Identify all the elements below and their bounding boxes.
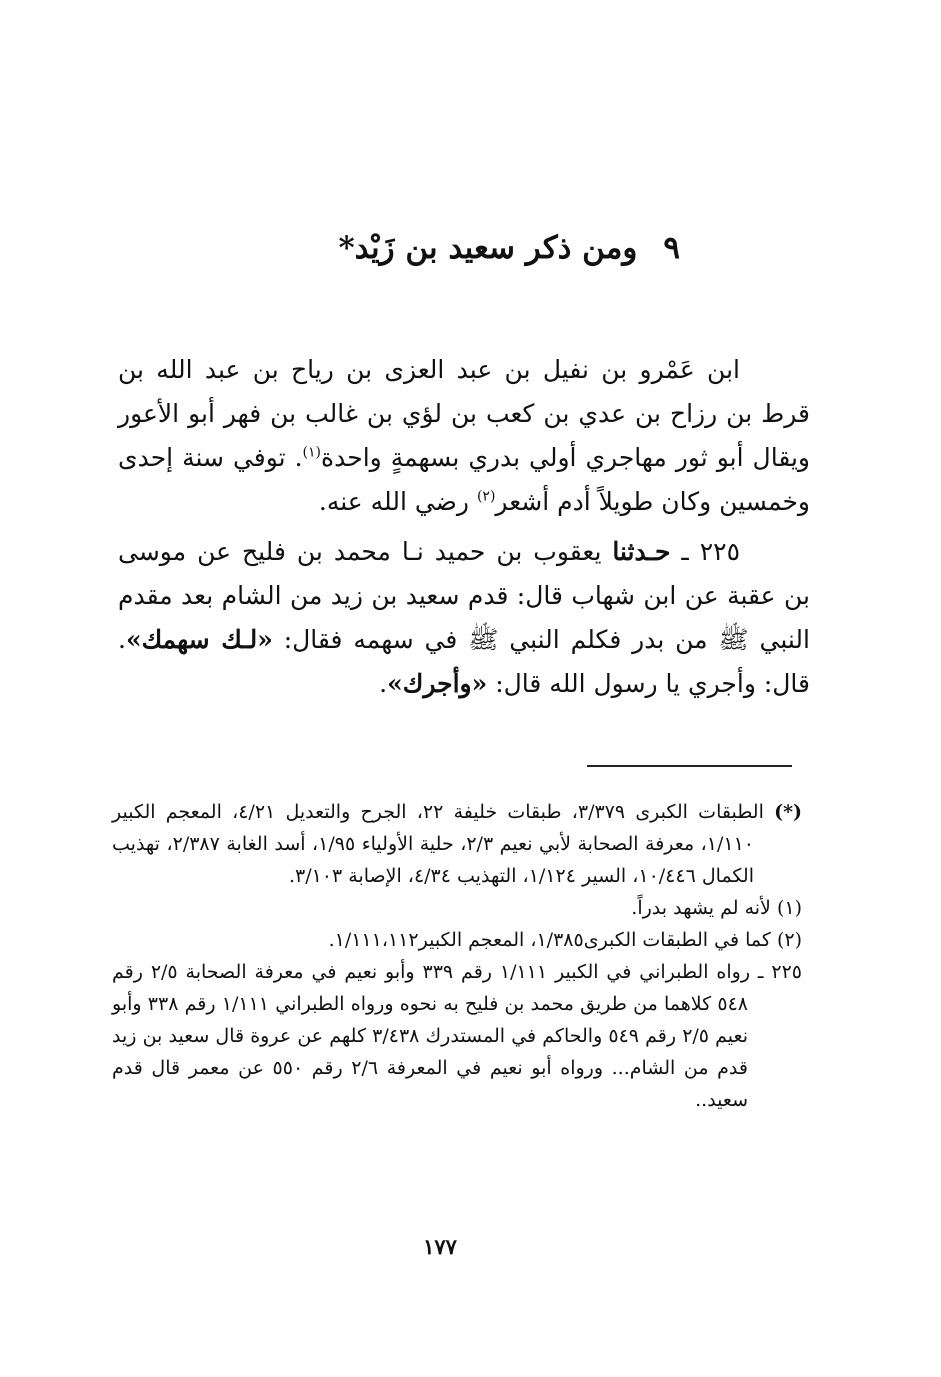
footnote-2 (112, 924, 802, 956)
footnote-1-marker: (١) (776, 897, 802, 919)
hadith-paragraph (118, 530, 810, 706)
footnote-star (112, 796, 802, 892)
hadith-number: ٢٢٥ ـ (681, 537, 741, 566)
page-number: ١٧٧ (423, 1234, 457, 1259)
hadith-quote-1: «لـك سهمك» (125, 625, 273, 654)
main-text (118, 348, 810, 706)
footnote-1 (112, 892, 802, 924)
hadith-text-2: . قال: وأجري يا رسول الله قال: (118, 625, 810, 698)
footnote-225 (112, 956, 802, 1116)
biography-paragraph (118, 348, 810, 524)
chapter-number: ٩ (663, 230, 680, 266)
hadith-text-3: . (379, 669, 388, 698)
footnote-star-text: الطبقات الكبرى ٣/٣٧٩، طبقات خليفة ٢٢، الجرح والتعديل ٤/٢١، المعجم الكبير ١/١١٠، معرفة الصحابة لأبي نعيم ٢/٣، حلية الأولياء ١/٩٥، أسد الغابة ٢/٣٨٧، تهذيب الكمال ١٠/٤٤٦، السير ١/١٢٤، التهذيب ٤/٣٤، الإصابة ٣/١٠٣. (112, 801, 775, 887)
biography-text-3: رضي الله عنه. (318, 487, 477, 516)
chapter-heading (260, 218, 680, 278)
chapter-title: ومن ذكر سعيد بن زَيْد* (338, 230, 638, 266)
hadith-text-1: يعقوب بن حميد نـا محمد بن فليح عن موسى بن عقبة عن ابن شهاب قال: قدم سعيد بن زيد من الشام بعد مقدم النبي ﷺ من بدر فكلم النبي ﷺ في سهمه فقال: (118, 537, 810, 654)
footnote-divider (587, 765, 792, 767)
footnotes (112, 796, 802, 1116)
footnote-225-marker: ٢٢٥ ـ (757, 961, 802, 983)
hadith-haddathana: حـدثنا (612, 537, 671, 566)
footnote-2-text: كما في الطبقات الكبرى١/٣٨٥، المعجم الكبير١/١١١،١١٢. (328, 929, 777, 951)
footnote-2-marker: (٢) (776, 929, 802, 951)
footnote-225-text: رواه الطبراني في الكبير ١/١١١ رقم ٣٣٩ وأبو نعيم في معرفة الصحابة ٢/٥ رقم ٥٤٨ كلاهما من طريق محمد بن فليح به نحوه ورواه الطبراني ١/١١١ رقم ٣٣٨ وأبو نعيم ٢/٥ رقم ٥٤٩ والحاكم في المستدرك ٣/٤٣٨ كلهم عن عروة قال سعيد بن زيد قدم من الشام... ورواه أبو نعيم في المعرفة ٢/٦ رقم ٥٥٠ عن معمر قال قدم سعيد.. (112, 961, 758, 1111)
hadith-quote-2: «وأجرك» (387, 669, 488, 698)
biography-text-2: . توفي سنة إحدى وخمسين وكان طويلاً أدم أشعر (118, 443, 810, 516)
footnote-ref-2: (٢) (476, 488, 496, 505)
footnote-1-text: لأنه لم يشهد بدراً. (631, 897, 777, 919)
footnote-ref-1: (١) (302, 444, 322, 461)
footnote-star-marker: (*) (774, 801, 802, 823)
biography-text-1: ابن عَمْرو بن نفيل بن عبد العزى بن رياح بن عبد الله بن قرط بن رزاح بن عدي بن كعب بن لؤي بن غالب بن فهر أبو الأعور ويقال أبو ثور مهاجري أولي بدري بسهمةٍ واحدة (118, 355, 810, 472)
